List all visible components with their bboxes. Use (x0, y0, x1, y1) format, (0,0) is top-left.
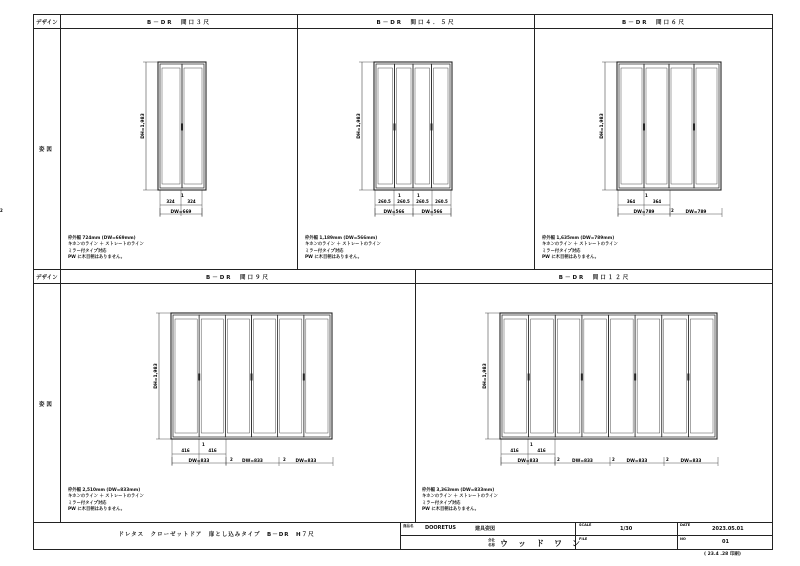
dim-label: 416 (537, 448, 546, 453)
door-leaf (432, 64, 451, 188)
drawing-title: ドレタス クローゼットドア 扉とし込みタイプ B－DR H７尺 (118, 532, 315, 538)
spec-note: PW に木目柄はありません。 (68, 507, 125, 513)
dim-label: 416 (208, 448, 217, 453)
spec-notes-3shaku (68, 236, 144, 262)
door-leaf (225, 315, 251, 437)
spec-note: PW に木目柄はありません。 (305, 255, 362, 261)
gap-label: 1 (530, 442, 533, 447)
door-leaf (502, 315, 529, 437)
door-panel (531, 319, 554, 433)
door-leaf (635, 315, 662, 437)
dw-label: DW=833 (188, 459, 210, 464)
door-panel (696, 68, 717, 184)
spec-notes-12shaku (422, 488, 498, 514)
door-svg (416, 284, 773, 484)
dw-label: DW=833 (572, 459, 593, 464)
spec-note: ミラー付タイプ対応 (542, 248, 581, 254)
dw-label: DW=833 (626, 459, 648, 464)
gap-label: 1 (398, 193, 401, 198)
door-panel (397, 68, 412, 184)
spec-note: キホンのライン ＋ ストレートのライン (305, 242, 381, 248)
spec-note: ミラー付タイプ対応 (422, 500, 461, 506)
dim-label: 416 (510, 448, 519, 453)
door-panel (690, 319, 713, 433)
door-panel (637, 319, 660, 433)
door-panel (378, 68, 393, 184)
file-label: FILE (579, 537, 588, 541)
door-panel (227, 319, 249, 433)
dh-label: DH=1,983 (483, 363, 488, 389)
spec-note: PW に木目柄はありません。 (542, 255, 599, 261)
spec-note: キホンのライン ＋ ストレートのライン (422, 494, 498, 500)
door-panel (584, 319, 607, 433)
gap-label: 2 (612, 457, 615, 462)
door-leaf (555, 315, 582, 437)
door-leaf (644, 64, 669, 188)
door-leaf (304, 315, 330, 437)
spec-note: 枠外幅 2,510mm (DW=833mm) (68, 488, 141, 493)
dim-label: 260.5 (378, 199, 391, 204)
gap-label: 2 (230, 457, 233, 462)
dw-label: DW=833 (517, 459, 539, 464)
door-panel (201, 319, 223, 433)
door-svg (61, 284, 415, 484)
door-leaf (582, 315, 609, 437)
spec-notes-6shaku (542, 236, 618, 262)
door-leaf (278, 315, 304, 437)
dim-label: 260.5 (397, 199, 410, 204)
elevation-label: 姿 図 (39, 147, 52, 153)
door-leaf (173, 315, 199, 437)
dw-label: DW=833 (242, 459, 263, 464)
spec-notes-4-5shaku (305, 236, 381, 262)
door-panel (415, 68, 430, 184)
no-value: 01 (722, 539, 729, 545)
panel-title-9shaku: B－DR 間口９尺 (206, 275, 270, 281)
door-elevation-12shaku (416, 284, 773, 484)
spec-note: 枠外幅 1,189mm (DW=566mm) (305, 236, 378, 241)
door-leaf (662, 315, 689, 437)
door-panel (162, 68, 180, 184)
product-name: DOORETUS (425, 525, 456, 531)
door-svg (535, 29, 773, 234)
elevation-label-2: 姿 図 (39, 402, 52, 408)
dw-label: DW=789 (685, 210, 707, 215)
door-leaf (376, 64, 395, 188)
gap-label: 2 (0, 208, 3, 213)
door-panel (611, 319, 634, 433)
spec-note: 枠外幅 3,363mm (DW=833mm) (422, 488, 495, 493)
scale-value: 1/30 (620, 526, 633, 532)
door-panel (254, 319, 276, 433)
spec-note: PW に木目柄はありません。 (422, 507, 479, 513)
design-label-2: デザイン (36, 275, 58, 281)
panel-title-12shaku: B－DR 間口１２尺 (558, 275, 631, 281)
door-leaf (395, 64, 414, 188)
panel-title-4-5shaku: B－DR 間口４．５尺 (376, 20, 456, 26)
dim-label: 364 (652, 199, 662, 204)
door-panel (664, 319, 687, 433)
gap-label: 1 (181, 193, 184, 198)
door-leaf (619, 64, 644, 188)
document-name: 建具姿図 (475, 526, 496, 532)
door-leaf (669, 64, 694, 188)
spec-note: ミラー付タイプ対応 (68, 500, 107, 506)
dim-label: 324 (187, 199, 196, 204)
dw-label: DW=566 (421, 210, 443, 215)
spec-note: キホンのライン ＋ ストレートのライン (68, 242, 144, 248)
date-label: DATE (680, 523, 691, 527)
gap-label: 2 (666, 457, 669, 462)
company-label-1: 会社 (488, 538, 495, 542)
door-elevation-9shaku (61, 284, 415, 484)
spec-note: PW に木目柄はありません。 (68, 255, 125, 261)
door-leaf (160, 64, 182, 188)
dw-label: DW=833 (680, 459, 702, 464)
door-leaf (182, 64, 204, 188)
door-panel (280, 319, 302, 433)
door-leaf (199, 315, 225, 437)
spec-note: キホンのライン ＋ ストレートのライン (542, 242, 618, 248)
dh-label: DH=1,983 (357, 113, 362, 139)
door-panel (646, 68, 667, 184)
door-leaf (694, 64, 719, 188)
gap-label: 1 (645, 193, 648, 198)
dim-label: 324 (166, 199, 175, 204)
door-leaf (609, 315, 636, 437)
dw-label: DW=789 (633, 210, 655, 215)
door-panel (671, 68, 692, 184)
titleblock-top-line (33, 522, 773, 523)
spec-note: ミラー付タイプ対応 (68, 248, 107, 254)
tb-line (400, 522, 401, 550)
gap-label: 2 (283, 457, 286, 462)
dh-label: DH=1,983 (600, 113, 605, 139)
gap-label: 2 (557, 457, 560, 462)
dim-label: 416 (181, 448, 190, 453)
door-panel (621, 68, 642, 184)
date-value: 2023.05.01 (712, 526, 744, 532)
door-panel (557, 319, 580, 433)
door-leaf (252, 315, 278, 437)
door-leaf (413, 64, 432, 188)
tb-line (677, 522, 678, 550)
spec-note: 枠外幅 724mm (DW=669mm) (68, 236, 136, 241)
scale-label: SCALE (579, 523, 592, 527)
door-leaf (688, 315, 715, 437)
door-panel (175, 319, 197, 433)
no-label: NO (680, 537, 686, 541)
company-name: ウ ッ ド ワ ン (500, 539, 581, 548)
spec-note: キホンのライン ＋ ストレートのライン (68, 494, 144, 500)
product-label: 商品名 (403, 524, 414, 528)
company-label-2: 名称 (488, 543, 495, 547)
dh-label: DH=1,983 (154, 363, 159, 389)
gap-label: 1 (202, 442, 205, 447)
dw-label: DW=566 (383, 210, 405, 215)
gap-label: 1 (417, 193, 420, 198)
door-panel (306, 319, 328, 433)
door-svg (61, 29, 297, 234)
door-leaf (529, 315, 556, 437)
row-divider (33, 269, 773, 270)
panel-title-6shaku: B－DR 間口６尺 (622, 20, 686, 26)
door-elevation-3shaku (61, 29, 297, 234)
dim-label: 260.5 (416, 199, 429, 204)
door-panel (184, 68, 202, 184)
door-panel (434, 68, 449, 184)
panel-title-3shaku: B－DR 間口３尺 (147, 20, 211, 26)
design-label: デザイン (36, 20, 58, 26)
spec-note: ミラー付タイプ対応 (305, 248, 344, 254)
spec-notes-9shaku (68, 488, 144, 514)
dh-label: DH=1,983 (141, 113, 146, 139)
gap-label: 2 (671, 208, 674, 213)
tb-line (400, 535, 773, 536)
spec-note: 枠外幅 1,635mm (DW=789mm) (542, 236, 615, 241)
door-panel (504, 319, 527, 433)
dim-label: 364 (626, 199, 636, 204)
dim-label: 260.5 (435, 199, 448, 204)
dw-label: DW=669 (170, 210, 192, 215)
dw-label: DW=833 (295, 459, 317, 464)
print-date: ( 23.4 .28 印刷) (704, 552, 741, 557)
door-elevation-6shaku (535, 29, 773, 234)
